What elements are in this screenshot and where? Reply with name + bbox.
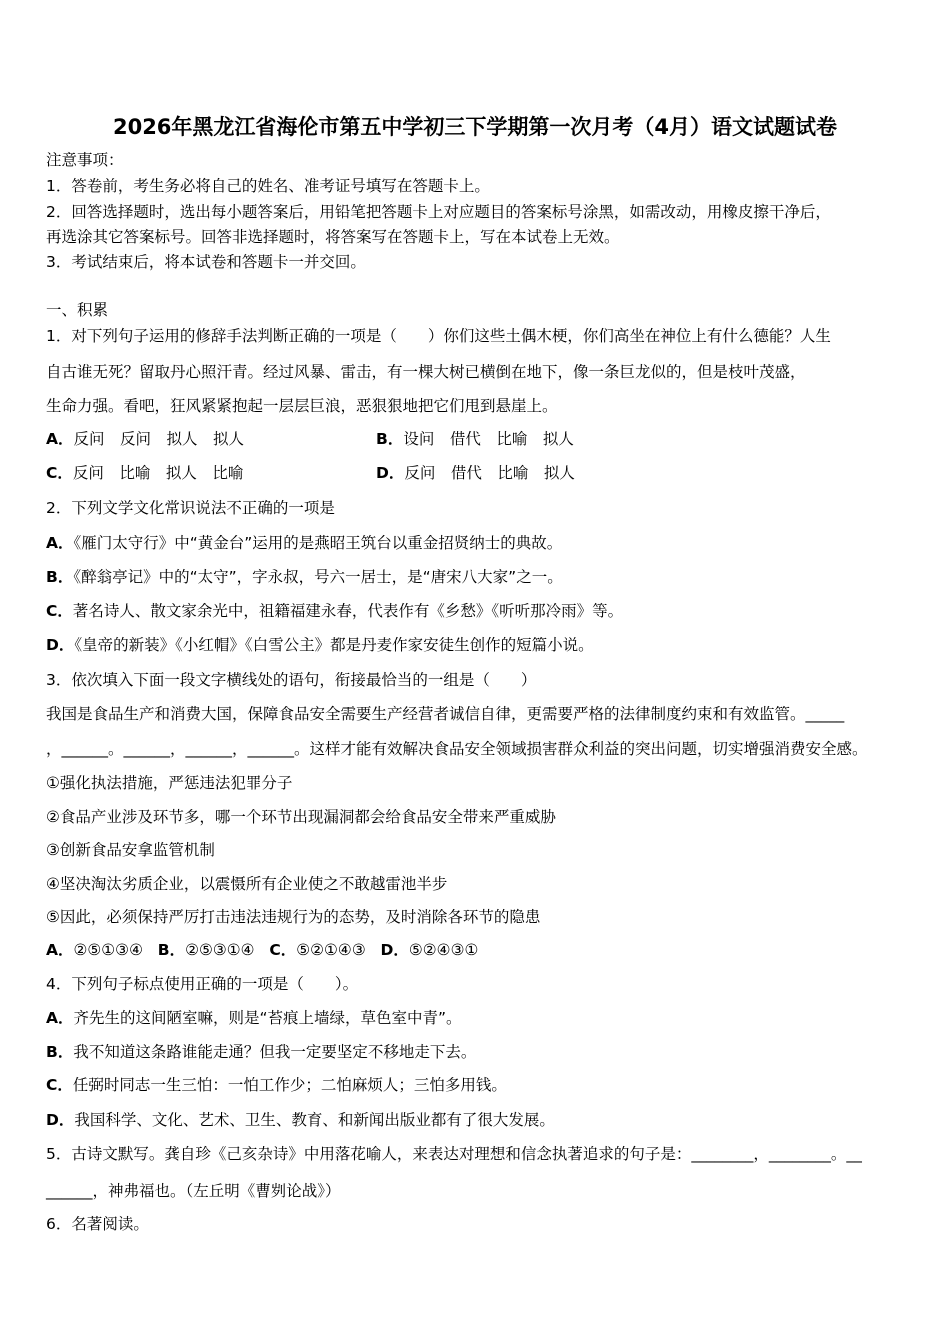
question-1-options-row (46, 429, 896, 449)
question-1-text: 1．对下列句子运用的修辞手法判断正确的一项是（ ）你们这些土偶木梗，你们高坐在神位上有什么德能？人生 (46, 327, 831, 345)
sentence-item: ③创新食品安拿监管机制 (46, 841, 215, 859)
question-5-text: 5．古诗文默写。龚自珍《己亥杂诗》中用落花喻人，来表达对理想和信念执著追求的句子是：________，________。__ (46, 1145, 862, 1163)
question-1-text: 自古谁无死？留取丹心照汗青。经过风暴、雷击，有一棵大树已横倒在地下，像一条巨龙似的，但是枝叶茂盛， (46, 363, 806, 381)
option-d: D．⑤②④③① (380, 941, 479, 959)
option-b: B．我不知道这条路谁能走通？但我一定要坚定不移地走下去。 (46, 1043, 477, 1061)
sentence-item: ①强化执法措施，严惩违法犯罪分子 (46, 774, 293, 792)
question-4-stem: 4．下列句子标点使用正确的一项是（ ）。 (46, 975, 359, 993)
option-a: A．齐先生的这间陋室嘛，则是“苔痕上墙绿，草色室中青”。 (46, 1009, 462, 1027)
option-a: A．《雁门太守行》中“黄金台”运用的是燕昭王筑台以重金招贤纳士的典故。 (46, 534, 563, 552)
option-b: B．《醉翁亭记》中的“太守”，字永叔，号六一居士，是“唐宋八大家”之一。 (46, 568, 563, 586)
sentence-item: ②食品产业涉及环节多，哪一个环节出现漏洞都会给食品安全带来严重威胁 (46, 808, 556, 826)
option-d: D．反问 借代 比喻 拟人 (376, 464, 575, 482)
question-3-passage: 我国是食品生产和消费大国，保障食品安全需要生产经营者诚信自律，更需要严格的法律制度约束和有效监管。_____ (46, 705, 845, 723)
question-3-options-row (46, 940, 478, 960)
notice-item: 3．考试结束后，将本试卷和答题卡一并交回。 (46, 253, 366, 271)
option-d: D．《皇帝的新装》《小红帽》《白雪公主》都是丹麦作家安徒生创作的短篇小说。 (46, 636, 594, 654)
section-heading: 一、积累 (46, 301, 109, 319)
option-c: C．著名诗人、散文家余光中，祖籍福建永春，代表作有《乡愁》《听听那冷雨》等。 (46, 602, 624, 620)
question-3-passage: ，______。______，______，______。这样才能有效解决食品安全领域损害群众利益的突出问题，切实增强消费安全感。 (46, 740, 868, 758)
option-c: C．反问 比喻 拟人 比喻 (46, 464, 244, 482)
option-d: D．我国科学、文化、艺术、卫生、教育、和新闻出版业都有了很大发展。 (46, 1111, 555, 1129)
sentence-item: ④坚决淘汰劣质企业，以震慑所有企业使之不敢越雷池半步 (46, 875, 448, 893)
page-title: 2026年黑龙江省海伦市第五中学初三下学期第一次月考（4月）语文试题试卷 (112, 115, 838, 139)
option-c: C．任弼时同志一生三怕：一怕工作少；二怕麻烦人；三怕多用钱。 (46, 1076, 507, 1094)
option-b: B．②⑤③①④ (157, 941, 255, 959)
sentence-item: ⑤因此，必须保持严厉打击违法违规行为的态势，及时消除各环节的隐患 (46, 908, 541, 926)
notice-item: 1．答卷前，考生务必将自己的姓名、准考证号填写在答题卡上。 (46, 177, 490, 195)
notice-heading: 注意事项： (46, 151, 124, 169)
option-a: A．②⑤①③④ (46, 941, 143, 959)
option-b: B．设问 借代 比喻 拟人 (376, 430, 574, 448)
question-5-text: ______，神弗福也。（左丘明《曹刿论战》） (46, 1182, 341, 1200)
question-1-options-row (46, 463, 896, 483)
option-a: A．反问 反问 拟人 拟人 (46, 430, 245, 448)
notice-item: 2．回答选择题时，选出每小题答案后，用铅笔把答题卡上对应题目的答案标号涂黑，如需改动，用橡皮擦干净后， (46, 203, 831, 221)
question-3-stem: 3．依次填入下面一段文字横线处的语句，衔接最恰当的一组是（ ） (46, 671, 537, 689)
option-c: C．⑤②①④③ (269, 941, 366, 959)
question-1-text: 生命力强。看吧，狂风紧紧抱起一层层巨浪，恶狠狠地把它们甩到悬崖上。 (46, 397, 558, 415)
question-2-stem: 2．下列文学文化常识说法不正确的一项是 (46, 499, 335, 517)
question-6-stem: 6．名著阅读。 (46, 1215, 149, 1233)
notice-item: 再选涂其它答案标号。回答非选择题时，将答案写在答题卡上，写在本试卷上无效。 (46, 228, 620, 246)
